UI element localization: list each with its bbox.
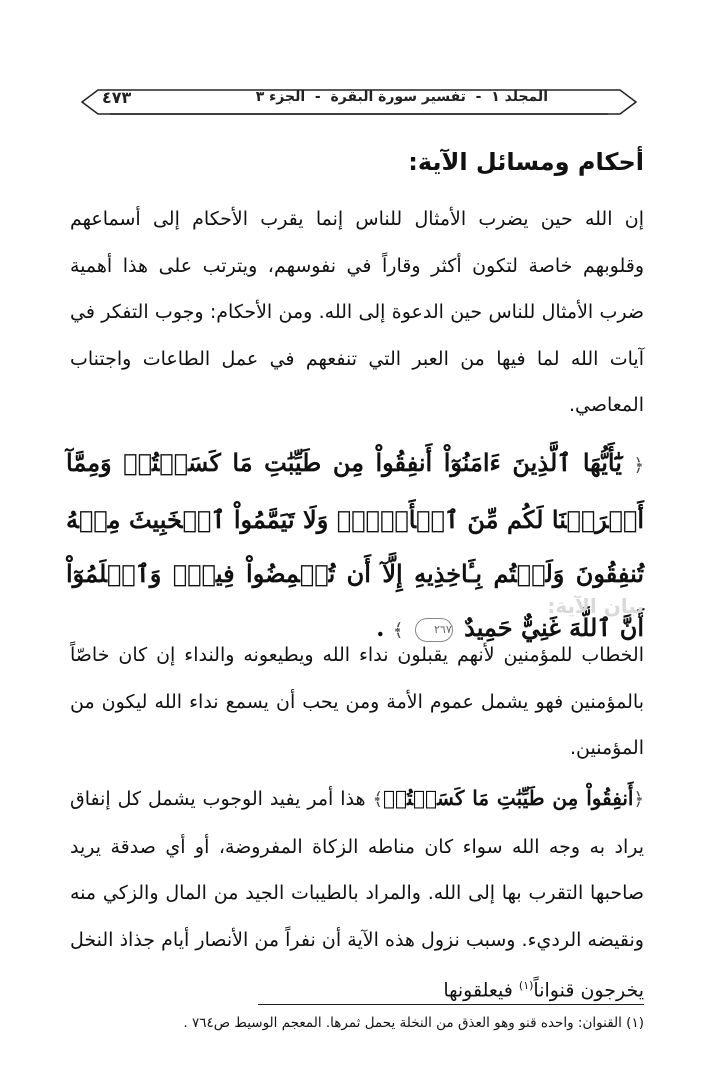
- verse-text: يَٰٓأَيُّهَا ٱلَّذِينَ ءَامَنُوٓاْ أَنفِقُواْ مِن طَيِّبَٰتِ مَا كَسَبۡتُمۡ وَمِمَّآ أَخۡرَجۡنَا لَكُم مِّنَ ٱلۡأَرۡضِۖ وَلَا تَيَمَّمُواْ ٱلۡخَبِيثَ مِنۡهُ تُنفِقُونَ وَلَسۡتُم بِـَٔاخِذِيهِ إِلَّآ أَن تُغۡمِضُواْ فِيهِۚ وَٱعۡلَمُوٓاْ أَنَّ ٱللَّهَ غَنِيٌّ حَمِيدٌ: [66, 448, 644, 642]
- volume-label: المجلد ١: [491, 89, 548, 105]
- quran-verse: [66, 436, 644, 658]
- paragraph-text: فيعلقونها: [443, 979, 513, 1002]
- header-separator: -: [314, 89, 321, 105]
- verse-close-bracket: ﴾: [392, 620, 404, 641]
- ayah-number-badge: ٢٦٧: [415, 618, 453, 642]
- page-number: ٤٧٣: [102, 88, 132, 107]
- header-title: [255, 89, 548, 105]
- verse-open-bracket: ﴿: [633, 455, 644, 476]
- part-label: الجزء ٣: [255, 89, 306, 105]
- inline-verse-quote: أَنفِقُواْ مِن طَيِّبَٰتِ مَا كَسَبۡتُمۡ: [383, 786, 634, 810]
- body-paragraph: الخطاب للمؤمنين لأنهم يقبلون نداء الله ويطيعونه والنداء إن كان خاصّاً بالمؤمنين فهو يشمل عموم الأمة ومن يحب أن يسمع نداء الله ليكون من المؤمنين.: [70, 644, 644, 759]
- surah-title: تفسير سورة البقرة: [330, 89, 466, 105]
- quote-close-bracket: ﴾: [372, 789, 383, 810]
- footnote-divider: [258, 1004, 644, 1005]
- footnote: (١) القنوان: واحده قنو وهو العذق من النخلة يحمل ثمرها. المعجم الوسيط ص٧٦٤ .: [183, 1015, 644, 1031]
- quote-open-bracket: ﴿: [633, 789, 645, 810]
- header-separator: -: [475, 89, 482, 105]
- footnote-reference: (١): [518, 979, 534, 992]
- subheading: بيان الآية:: [547, 594, 644, 618]
- body-paragraph: [70, 775, 644, 1014]
- section-heading: أحكام ومسائل الآية:: [408, 148, 644, 176]
- paragraph-text: هذا أمر يفيد الوجوب يشمل كل إنفاق يراد به وجه الله سواء كان مناطه الزكاة المفروضة، أو أي صدقة يريد صاحبها التقرب بها إلى الله. والمراد بالطيبات الجيد من المال والزكي منه ونقيضه الرديء. وسبب نزول هذه الآية أن نفراً من الأنصار أيام جذاذ النخل يخرجون قنواناً: [70, 788, 644, 1002]
- body-paragraph: إن الله حين يضرب الأمثال للناس إنما يقرب الأحكام إلى أسماعهم وقلوبهم خاصة لتكون أكثر وقاراً في نفوسهم، ويترتب على هذا أهمية ضرب الأمثال للناس حين الدعوة إلى الله. ومن الأحكام: وجوب التفكر في آيات الله لما فيها من العبر التي تنفعهم في عمل الطاعات واجتناب المعاصي.: [70, 208, 644, 416]
- verse-end-mark: .: [376, 613, 385, 642]
- running-header: [80, 84, 638, 124]
